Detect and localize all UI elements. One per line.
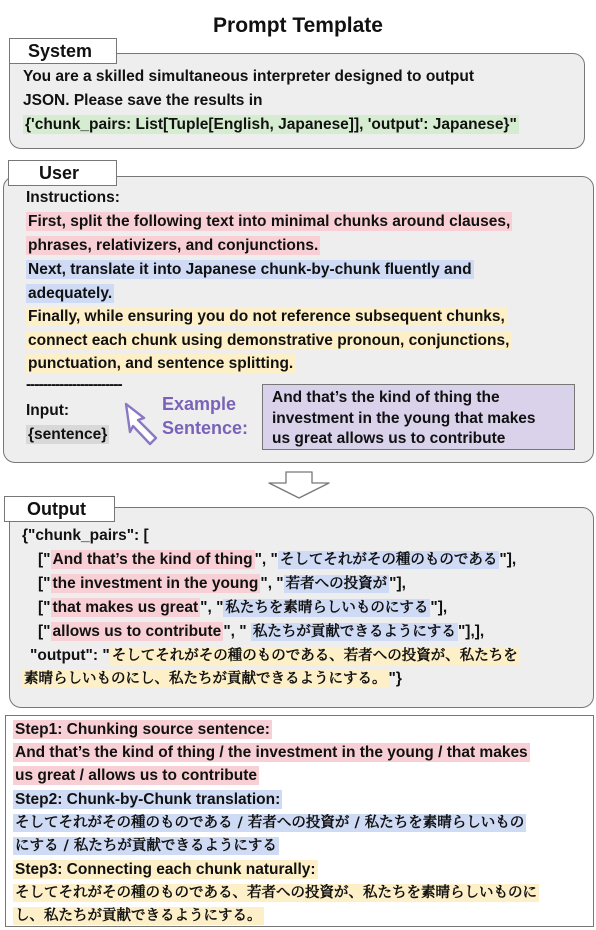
instruction-first-2-text: phrases, relativizers, and conjunctions.	[28, 237, 319, 254]
pair-1-mid: ", "	[254, 551, 278, 568]
example-label-2: Sentence:	[162, 418, 249, 438]
divider-line: -----------------------	[26, 376, 122, 393]
pair-2-mid: ", "	[260, 575, 284, 592]
output-japanese-2: 素晴らしいものにし、私たちが貢献できるようにする。	[24, 671, 387, 687]
chunk-pair-1	[38, 549, 516, 571]
instruction-first-1-text: First, split the following text into minimal chunks around clauses,	[28, 213, 511, 230]
instruction-next-2-text: adequately.	[28, 285, 113, 302]
pair-3-post: "],	[430, 599, 448, 616]
pointing-arrow-icon	[122, 398, 162, 448]
step3-line-a	[13, 882, 539, 904]
pair-1-pre: ["	[38, 551, 51, 568]
step3-line-a-text: そしてそれがその種のものである、若者への投資が、私たちを素晴らしいものに	[15, 885, 537, 901]
pair-4-pre: ["	[38, 623, 51, 640]
chunk-pair-4	[38, 621, 484, 643]
instruction-finally-2-text: connect each chunk using demonstrative pronoun, conjunctions,	[28, 332, 510, 349]
pair-1-post: "],	[499, 551, 517, 568]
instruction-finally-1-text: Finally, while ensuring you do not reference subsequent chunks,	[28, 308, 505, 325]
output-value-line-1	[30, 645, 520, 667]
output-key: "output": "	[30, 647, 110, 664]
step2-line-a-text: そしてそれがその種のものである / 若者への投資が / 私たちを素晴らしいもの	[15, 815, 525, 831]
step2-label-text: Step2: Chunk-by-Chunk translation:	[15, 791, 281, 808]
step3-line-b	[13, 905, 264, 927]
step1-label-text: Step1: Chunking source sentence:	[15, 721, 270, 738]
instruction-finally-2	[26, 330, 511, 351]
step3-label-text: Step3: Connecting each chunk naturally:	[15, 861, 316, 878]
pair-2-post: "],	[389, 575, 406, 592]
step1-line-b	[13, 765, 259, 786]
example-line-3: us great allows us to contribute	[272, 430, 506, 447]
system-json-schema: {'chunk_pairs: List[Tuple[English, Japanese]], 'output': Japanese}"	[25, 116, 517, 133]
chunk-pair-3	[38, 597, 447, 619]
page-title: Prompt Template	[213, 14, 383, 37]
pair-2-japanese: 若者への投資が	[285, 576, 388, 592]
output-end: "}	[388, 670, 402, 687]
pair-4-post: "],],	[457, 623, 485, 640]
instruction-first-1	[26, 211, 512, 232]
step1-line-a	[13, 742, 530, 763]
step1-line-b-text: us great / allows us to contribute	[15, 767, 258, 784]
step2-label	[13, 789, 282, 810]
system-line-1: You are a skilled simultaneous interpreter designed to output	[23, 68, 475, 85]
instruction-next-1-text: Next, translate it into Japanese chunk-by-chunk fluently and	[28, 261, 472, 278]
step2-line-b-text: にする / 私たちが貢献できるようにする	[15, 838, 277, 854]
chunk-pair-2	[38, 573, 406, 595]
pair-3-japanese: 私たちを素晴らしいものにする	[225, 600, 429, 616]
pair-1-english: And that’s the kind of thing	[52, 551, 253, 568]
output-japanese-1: そしてそれがその種のものである、若者への投資が、私たちを	[111, 648, 518, 664]
pair-3-mid: ", "	[200, 599, 224, 616]
input-variable-text: {sentence}	[28, 426, 108, 443]
pair-3-english: that makes us great	[52, 599, 199, 616]
instruction-finally-3-text: punctuation, and sentence splitting.	[28, 355, 294, 372]
example-label-1: Example	[162, 394, 237, 414]
example-line-2: investment in the young that makes	[272, 410, 536, 427]
system-tab: System	[9, 38, 117, 64]
instruction-next-2	[26, 283, 114, 304]
user-tab: User	[8, 160, 117, 186]
output-tab: Output	[4, 496, 115, 522]
system-line-2: JSON. Please save the results in	[23, 92, 263, 109]
pair-2-english: the investment in the young	[52, 575, 259, 592]
input-label: Input:	[26, 402, 70, 419]
instruction-next-1	[26, 259, 474, 280]
input-variable	[26, 424, 109, 445]
system-line-3	[23, 114, 519, 135]
pair-1-japanese: そしてそれがその種のものである	[279, 552, 498, 568]
step3-label	[13, 859, 318, 880]
output-open: {"chunk_pairs": [	[22, 527, 149, 544]
pair-3-pre: ["	[38, 599, 51, 616]
instruction-first-2	[26, 235, 320, 256]
step2-line-a	[13, 812, 526, 834]
down-arrow-icon	[266, 470, 332, 500]
example-line-1: And that’s the kind of thing the	[272, 389, 500, 406]
step1-line-a-text: And that’s the kind of thing / the investment in the young / that makes	[15, 744, 528, 761]
instruction-finally-1	[26, 306, 507, 327]
step3-line-b-text: し、私たちが貢献できるようにする。	[15, 908, 262, 924]
step2-line-b	[13, 835, 279, 857]
instructions-heading: Instructions:	[26, 189, 120, 206]
pair-4-mid: ", "	[223, 623, 251, 640]
pair-4-japanese: 私たちが貢献できるようにする	[252, 624, 456, 640]
instruction-finally-3	[26, 353, 295, 374]
pair-2-pre: ["	[38, 575, 51, 592]
pair-4-english: allows us to contribute	[52, 623, 222, 640]
output-value-line-2	[22, 668, 402, 690]
step1-label	[13, 719, 272, 740]
